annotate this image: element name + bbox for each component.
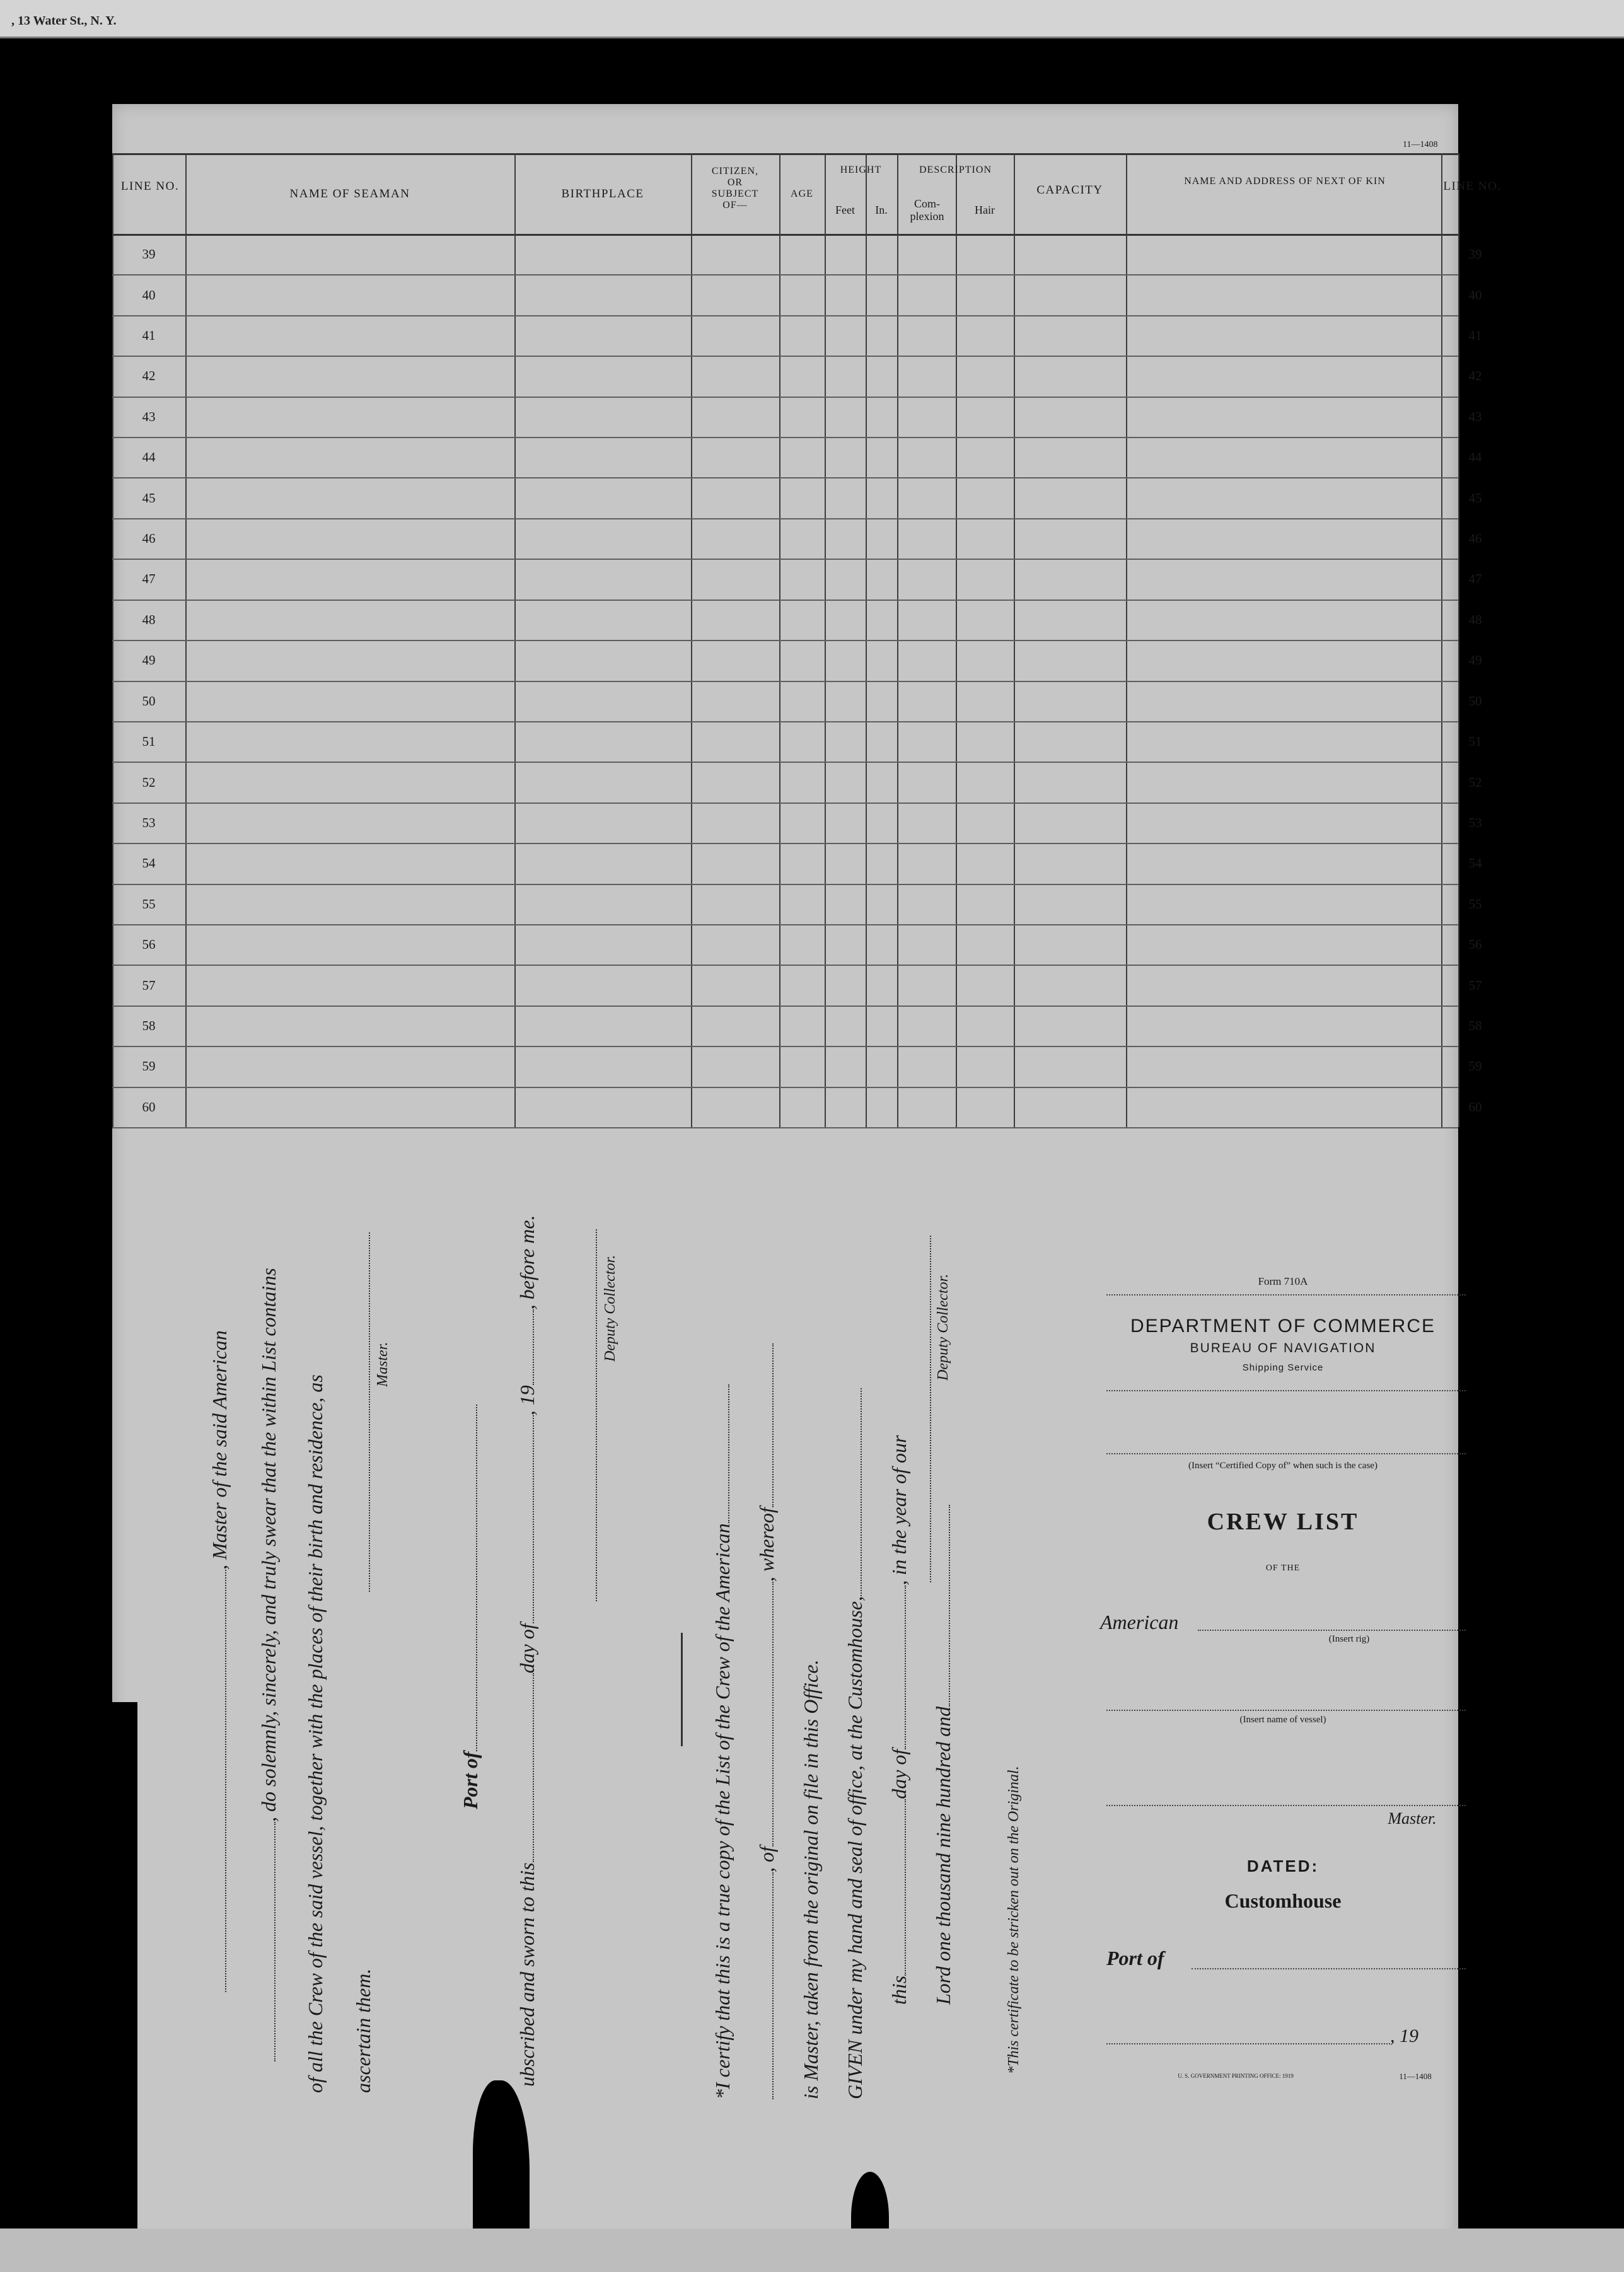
header-description: DESCRIPTION: [919, 165, 992, 175]
header-height: HEIGHT: [840, 165, 882, 175]
row-divider: [112, 356, 1458, 357]
row-divider: [112, 518, 1458, 519]
form-number: Form 710A: [1258, 1275, 1308, 1287]
cert-year-19: , 19: [516, 1385, 538, 1416]
row-divider: [112, 1006, 1458, 1007]
line-number-left: 54: [142, 855, 156, 871]
header-line-no: LINE NO.: [120, 180, 180, 193]
header-complexion: Com- plexion: [910, 197, 944, 223]
row-divider: [112, 315, 1458, 316]
top-scan-strip: [0, 0, 1624, 38]
row-divider: [112, 1087, 1458, 1088]
cert-oath-2: of all the Crew of the said vessel, together with the places of their birth and residence, as: [304, 1374, 327, 2093]
line-number-right: 43: [1468, 409, 1482, 424]
crew-list-title: CREW LIST: [1207, 1509, 1359, 1535]
cert-certify-1: *I certify that this is a true copy of the List of the Crew of the American: [711, 1523, 734, 2099]
sheet-code: 11—1408: [1403, 140, 1438, 149]
cert-lord: Lord one thousand nine hundred and: [932, 1706, 954, 2005]
bottom-scan-strip: [0, 2229, 1624, 2272]
line-number-right: 53: [1468, 815, 1482, 830]
line-number-right: 39: [1468, 246, 1482, 262]
line-number-left: 52: [142, 775, 156, 790]
customhouse-label: Customhouse: [1224, 1889, 1342, 1912]
row-divider: [112, 274, 1458, 275]
line-number-right: 55: [1468, 896, 1482, 912]
row-divider: [112, 924, 1458, 925]
cert-port-of: Port of: [459, 1751, 482, 1809]
american-label: American: [1100, 1611, 1179, 1633]
header-citizen: CITIZEN, OR SUBJECT OF—: [711, 166, 759, 211]
row-divider: [112, 397, 1458, 398]
line-number-left: 46: [142, 531, 156, 546]
dated-label: DATED:: [1246, 1857, 1320, 1875]
line-number-left: 55: [142, 896, 156, 912]
row-divider: [112, 721, 1458, 722]
certificate-block: [158, 1217, 1028, 2137]
line-number-left: 58: [142, 1018, 156, 1033]
header-feet: Feet: [835, 204, 855, 216]
row-divider: [112, 559, 1458, 560]
line-number-left: 49: [142, 652, 156, 668]
cover-panel: [1100, 1264, 1466, 2115]
cert-before-me: , before me.: [516, 1215, 538, 1310]
line-number-right: 48: [1468, 612, 1482, 627]
row-divider: [112, 965, 1458, 966]
header-capacity: CAPACITY: [1036, 183, 1103, 197]
cert-oath-3: ascertain them.: [352, 1968, 374, 2093]
line-number-right: 56: [1468, 937, 1482, 952]
line-number-left: 40: [142, 287, 156, 303]
line-number-right: 59: [1468, 1058, 1482, 1074]
service-title: Shipping Service: [1242, 1362, 1324, 1373]
row-divider: [112, 843, 1458, 844]
master-label: Master.: [1388, 1809, 1437, 1828]
line-number-left: 48: [142, 612, 156, 627]
cert-sworn: ubscribed and sworn to this: [516, 1862, 538, 2087]
cert-deputy-collector-1: Deputy Collector.: [602, 1255, 618, 1362]
cert-master-line: , Master of the said American: [208, 1330, 231, 1570]
line-number-right: 45: [1468, 490, 1482, 506]
line-number-left: 39: [142, 246, 156, 262]
row-divider: [112, 803, 1458, 804]
cert-whereof: , whereof: [755, 1507, 778, 1582]
printer-imprint: , 13 Water St., N. Y.: [11, 14, 117, 28]
cert-oath-1: , do solemnly, sincerely, and truly swear that the within List contains: [257, 1268, 280, 1822]
line-number-right: 54: [1468, 855, 1482, 871]
cert-footnote: *This certificate to be stricken out on the Original.: [1006, 1766, 1022, 2074]
line-number-left: 43: [142, 409, 156, 424]
cert-certify-2: is Master, taken from the original on file in this Office.: [799, 1659, 822, 2099]
line-number-left: 56: [142, 937, 156, 952]
row-divider: [112, 681, 1458, 682]
line-number-left: 57: [142, 978, 156, 993]
line-number-right: 58: [1468, 1018, 1482, 1033]
line-number-left: 45: [142, 490, 156, 506]
row-divider: [112, 600, 1458, 601]
row-divider: [112, 437, 1458, 438]
line-number-right: 57: [1468, 978, 1482, 993]
header-next-of-kin: NAME AND ADDRESS OF NEXT OF KIN: [1184, 176, 1386, 187]
line-number-right: 51: [1468, 734, 1482, 749]
line-number-left: 41: [142, 328, 156, 343]
cert-deputy-collector-2: Deputy Collector.: [935, 1273, 951, 1381]
header-hair: Hair: [975, 204, 995, 216]
line-number-right: 49: [1468, 652, 1482, 668]
header-inches: In.: [875, 204, 888, 216]
line-number-right: 46: [1468, 531, 1482, 546]
line-number-left: 47: [142, 571, 156, 586]
line-number-right: 50: [1468, 693, 1482, 709]
header-name-of-seaman: NAME OF SEAMAN: [289, 187, 410, 200]
line-number-left: 50: [142, 693, 156, 709]
line-number-right: 47: [1468, 571, 1482, 586]
torn-edge-left: [112, 1702, 137, 2263]
crew-table: [112, 153, 1502, 1127]
row-divider: [112, 1046, 1458, 1047]
cert-of: , of: [755, 1846, 778, 1872]
bureau-title: BUREAU OF NAVIGATION: [1190, 1341, 1376, 1355]
row-divider: [112, 884, 1458, 885]
line-number-right: 44: [1468, 449, 1482, 465]
row-divider: [112, 762, 1458, 763]
cert-in-year: , in the year of our: [888, 1435, 910, 1585]
header-line-no-right: LINE NO.: [1443, 180, 1502, 193]
department-title: DEPARTMENT OF COMMERCE: [1130, 1316, 1436, 1336]
cert-day-of-2: day of: [888, 1749, 910, 1799]
year-label: , 19: [1390, 2026, 1418, 2046]
line-number-right: 40: [1468, 287, 1482, 303]
line-number-left: 51: [142, 734, 156, 749]
row-divider: [112, 640, 1458, 641]
of-the-label: OF THE: [1265, 1563, 1301, 1573]
insert-rig-note: (Insert rig): [1328, 1634, 1370, 1644]
line-number-right: 42: [1468, 368, 1482, 383]
header-age: AGE: [791, 188, 813, 199]
cert-given: GIVEN under my hand and seal of office, at the Customhouse,: [844, 1596, 866, 2099]
line-number-left: 60: [142, 1099, 156, 1115]
line-number-left: 53: [142, 815, 156, 830]
insert-certified-note: (Insert “Certified Copy of” when such is the case): [1188, 1461, 1378, 1471]
line-number-left: 44: [142, 449, 156, 465]
line-number-left: 59: [142, 1058, 156, 1074]
cert-day-of: day of: [516, 1623, 538, 1674]
gpo-imprint: U. S. GOVERNMENT PRINTING OFFICE: 1919: [1178, 2073, 1294, 2079]
port-of-label: Port of: [1106, 1947, 1164, 1969]
line-number-right: 41: [1468, 328, 1482, 343]
cover-code: 11—1408: [1399, 2072, 1432, 2081]
line-number-left: 42: [142, 368, 156, 383]
cert-this: this: [888, 1975, 910, 2005]
row-divider: [112, 477, 1458, 478]
line-number-right: 52: [1468, 775, 1482, 790]
insert-vessel-note: (Insert name of vessel): [1239, 1715, 1326, 1725]
line-number-right: 60: [1468, 1099, 1482, 1115]
header-birthplace: BIRTHPLACE: [561, 187, 644, 200]
cert-master-signature: Master.: [374, 1342, 391, 1387]
